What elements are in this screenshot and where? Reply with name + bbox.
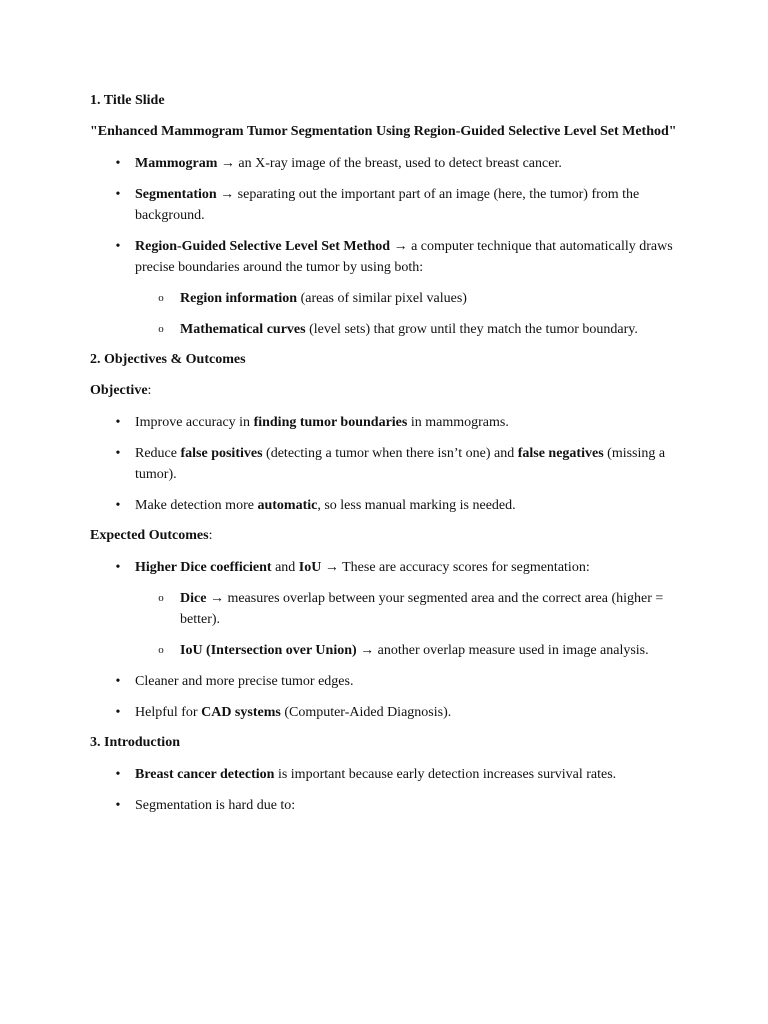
list-item [90, 412, 680, 433]
section-heading-introduction: 3. Introduction [90, 735, 180, 750]
colon: : [208, 528, 213, 543]
emphasis: Breast cancer detection [135, 767, 275, 782]
sub-list [135, 588, 680, 661]
bullet-icon: • [115, 187, 121, 202]
term: IoU (Intersection over Union) [180, 643, 357, 658]
emphasis: IoU [298, 560, 322, 575]
definition: → a computer technique that automatically draws precise boundaries around the tumor by using both: [135, 239, 673, 275]
definition: (areas of similar pixel values) [297, 291, 467, 306]
bullet-icon: • [115, 674, 121, 689]
text: in mammograms. [407, 415, 509, 430]
section-heading-title-slide: 1. Title Slide [90, 93, 165, 108]
term: Dice [180, 591, 207, 606]
text: → These are accuracy scores for segmentation: [321, 560, 590, 575]
emphasis: Higher Dice coefficient [135, 560, 272, 575]
list-item [90, 671, 680, 692]
sub-list-item [135, 319, 680, 340]
definition: → separating out the important part of an image (here, the tumor) from the background. [135, 187, 640, 223]
text: Reduce [135, 446, 181, 461]
definition: → another overlap measure used in image analysis. [356, 643, 649, 658]
outcomes-label-line [90, 526, 680, 546]
definition: → measures overlap between your segmented area and the correct area (higher = better). [180, 591, 664, 627]
text: Segmentation is hard due to: [135, 798, 296, 813]
list-item [90, 764, 680, 785]
emphasis: automatic [257, 498, 318, 513]
bullet-icon: • [115, 560, 121, 575]
objective-list [90, 412, 680, 516]
text: (detecting a tumor when there isn’t one) and [262, 446, 518, 461]
objective-label: Objective [90, 383, 148, 398]
term: Segmentation [135, 187, 217, 202]
circle-bullet-icon: o [158, 592, 164, 604]
definition: → an X-ray image of the breast, used to detect breast cancer. [217, 156, 562, 171]
objective-label-line [90, 381, 680, 401]
bullet-icon: • [115, 705, 121, 720]
text: Make detection more [135, 498, 258, 513]
text: , so less manual marking is needed. [317, 498, 516, 513]
bullet-icon: • [115, 239, 121, 254]
text: Helpful for [135, 705, 202, 720]
bullet-icon: • [115, 498, 121, 513]
colon: : [147, 383, 152, 398]
text: Cleaner and more precise tumor edges. [135, 674, 354, 689]
bullet-icon: • [115, 156, 121, 171]
text: (Computer-Aided Diagnosis). [280, 705, 452, 720]
outcomes-list [90, 557, 680, 723]
bullet-icon: • [115, 767, 121, 782]
emphasis: CAD systems [201, 705, 281, 720]
term: Mathematical curves [180, 322, 306, 337]
sub-list-item [135, 288, 680, 309]
list-item [90, 702, 680, 723]
emphasis: finding tumor boundaries [253, 415, 408, 430]
section-heading-objectives: 2. Objectives & Outcomes [90, 352, 246, 367]
list-item [90, 557, 680, 661]
list-item [90, 795, 680, 816]
list-item [90, 153, 680, 174]
emphasis: false negatives [517, 446, 604, 461]
bullet-icon: • [115, 415, 121, 430]
outcomes-label: Expected Outcomes [90, 528, 209, 543]
text: (missing a tumor). [135, 446, 666, 482]
definition: (level sets) that grow until they match the tumor boundary. [305, 322, 638, 337]
list-item [90, 184, 680, 226]
text: and [271, 560, 299, 575]
presentation-title: "Enhanced Mammogram Tumor Segmentation Using Region-Guided Selective Level Set Method" [90, 124, 677, 139]
title-slide-list [90, 153, 680, 340]
sub-list [135, 288, 680, 340]
list-item [90, 443, 680, 485]
document-page [90, 91, 680, 826]
list-item [90, 495, 680, 516]
text: is important because early detection increases survival rates. [274, 767, 617, 782]
circle-bullet-icon: o [158, 323, 164, 335]
bullet-icon: • [115, 798, 121, 813]
sub-list-item [135, 640, 680, 661]
emphasis: false positives [180, 446, 263, 461]
sub-list-item [135, 588, 680, 630]
introduction-list [90, 764, 680, 816]
bullet-icon: • [115, 446, 121, 461]
circle-bullet-icon: o [158, 292, 164, 304]
term: Mammogram [135, 156, 218, 171]
term: Region information [180, 291, 298, 306]
list-item [90, 236, 680, 340]
term: Region-Guided Selective Level Set Method [135, 239, 391, 254]
text: Improve accuracy in [135, 415, 254, 430]
circle-bullet-icon: o [158, 644, 164, 656]
